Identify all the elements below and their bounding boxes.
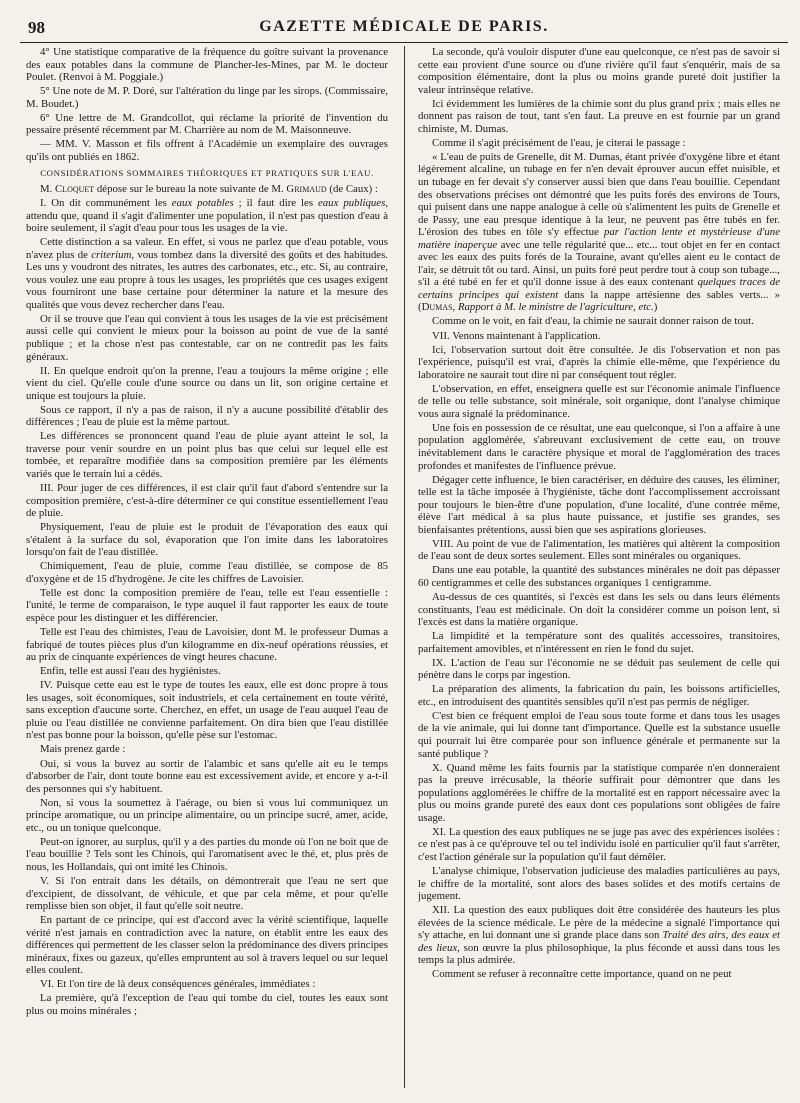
- author-name: Grimaud: [286, 182, 327, 195]
- paragraph: IX. L'action de l'eau sur l'économie ne se déduit pas seulement de celle qui pénètre dans le corps par ingestion.: [418, 656, 780, 682]
- paragraph: [26, 197, 388, 235]
- paragraph: La limpidité et la température sont des qualités accessoires, transitoires, parfaitement amovibles, et n'intéressent en rien le fond du sujet.: [418, 630, 780, 655]
- author-name: Cloquet: [55, 182, 95, 195]
- paragraph: L'observation, en effet, enseignera quelle est sur l'économie animale l'influence de telle ou telle substance, soit minérale, soit organique, dont l'analyse chimique vous aura signalé la prédominance.: [418, 382, 780, 420]
- text-run: « L'eau de puits de Grenelle, dit M. Dumas, étant privée d'oxygène libre et étant légèrement alcaline, un tubage en fer n'en devait éprouver aucun effet nuisible, et un tubage en fer devait s'y conserver aussi bien que dans l'eau bouillie. Cependant des observations précises ont démontré que les puits forés des environs de Tours, qui puisent dans une nappe analogue à celle où s'alimentent les puits de Grenelle et de Passy, une eau presque identique à la leur, ne peuvent pas être tubés en fer. L'érosion des tubes en tôle s'y effectue: [418, 150, 780, 239]
- paragraph: V. Si l'on entrait dans les détails, on démontrerait que l'eau ne sert que d'excipient, de dissolvant, de véhicule, et que par cela même, et pour qu'elle remplisse bien son objet, il faut qu'elle soit neutre.: [26, 874, 388, 913]
- text-run: ): [653, 301, 658, 314]
- paragraph: Chimiquement, l'eau de pluie, comme l'eau distillée, se compose de 85 d'oxygène et de 15 d'hydrogène. Je cite les chiffres de Lavoisier.: [26, 560, 388, 585]
- article-columns: [20, 46, 788, 1094]
- newspaper-page: [20, 14, 788, 1094]
- paragraph: IV. Puisque cette eau est le type de toutes les eaux, elle est donc propre à tous les usages, soit économiques, soit industriels, et cela certainement en toute vérité, sans exception d'aucune sorte. Cherchez, en effet, un usage de l'eau auquel l'eau de pluie ou l'eau distillée ne convienne parfaitement. On dira bien que l'eau distillée n'est pas bonne pour la boisson, qu'elle pèse sur l'estomac.: [26, 679, 388, 742]
- paragraph: Or il se trouve que l'eau qui convient à tous les usages de la vie est précisément aussi celle qui convient le mieux pour la boisson au point de vue de la santé publique ; et la chose n'est pas contestable, car on ne contredit pas les faits généraux.: [26, 312, 388, 363]
- right-column: [418, 46, 780, 982]
- emphasis: criterium: [91, 248, 132, 261]
- page-header: [20, 14, 788, 43]
- paragraph: Peut-on ignorer, au surplus, qu'il y a des parties du monde où l'on ne boit que de l'eau bouillie ? Tels sont les Chinois, qui l'aromatisent avec le thé, et, plus près de nous, les Hollandais, qui ont imité les Chinois.: [26, 835, 388, 873]
- paragraph: Ici évidemment les lumières de la chimie sont du plus grand prix ; mais elles ne donnent pas raison de tout, tant s'en faut. La preuve en est fournie par un grand chimiste, M. Dumas.: [418, 97, 780, 135]
- paragraph: Comme il s'agit précisément de l'eau, je citerai le passage :: [432, 136, 686, 149]
- paragraph: III. Pour juger de ces différences, il est clair qu'il faut d'abord s'entendre sur la composition première, c'est-à-dire déterminer ce qui constitue essentiellement l'eau de pluie.: [26, 482, 388, 520]
- section-heading: CONSIDÉRATIONS SOMMAIRES THÉORIQUES ET PRATIQUES SUR L'EAU.: [40, 168, 374, 179]
- paragraph: Mais prenez garde :: [40, 743, 126, 756]
- text-run: ,: [452, 301, 458, 314]
- emphasis: eaux potables: [171, 197, 234, 210]
- author-name: Dumas: [421, 301, 453, 314]
- paragraph: C'est bien ce fréquent emploi de l'eau sous toute forme et dans tous les usages de la vie animale, qui lui donne tant d'importance. Quelle est la substance usuelle qui pourrait lui être comparée pour son influence générale et permanente sur la santé publique ?: [418, 709, 780, 760]
- paragraph: Enfin, telle est aussi l'eau des hygiénistes.: [40, 665, 221, 678]
- paragraph: Telle est l'eau des chimistes, l'eau de Lavoisier, dont M. le professeur Dumas a fabriqué de toutes pièces plus d'un kilogramme en dix-neuf opérations réussies, et au prix de cinquante expériences de vingt heures chacune.: [26, 626, 388, 664]
- text-run: ; il faut dire les: [233, 197, 318, 210]
- journal-title: GAZETTE MÉDICALE DE PARIS.: [259, 18, 549, 35]
- text-run: I. On dit communément les: [40, 197, 172, 210]
- paragraph: Oui, si vous la buvez au sortir de l'alambic et sans qu'elle ait eu le temps d'absorber de l'air, dont toute bonne eau est excessivement avide, et encore y a-t-il des personnes qui s'y habituent.: [26, 757, 388, 795]
- paragraph: [418, 904, 780, 967]
- paragraph: — MM. V. Masson et fils offrent à l'Académie un exemplaire des ouvrages qu'ils ont publiés en 1862.: [26, 138, 388, 163]
- paragraph: L'analyse chimique, l'observation judicieuse des maladies particulières au pays, le chiffre de la mortalité, sont alors des bases solides et des motifs certains de jugement.: [418, 864, 780, 903]
- paragraph: X. Quand même les faits fournis par la statistique comparée n'en donneraient pas la preuve irrécusable, la théorie suffirait pour démontrer que dans les populations agglomérées le chiffre de la mortalité est en rapport nécessaire avec la plus ou moins grande pureté des eaux dont ces populations sont obligées de faire usage.: [418, 761, 780, 824]
- paragraph: La première, qu'à l'exception de l'eau qui tombe du ciel, toutes les eaux sont plus ou moins minérales ;: [26, 992, 388, 1017]
- emphasis: Traité des airs, des eaux et des lieux: [418, 929, 780, 954]
- text-run: avec une telle régularité que... etc... tout objet en fer en contact avec les eaux des puits forés de la Touraine, avant qu'elles aient eu le contact de l'air, se détruit tôt ou tard. Ainsi, un puits foré peut perdre tout à coup son tubage..., s'il a été tubé en fer et qu'il donne issue à des eaux contenant: [418, 238, 780, 289]
- paragraph: Non, si vous la soumettez à l'aérage, ou bien si vous lui communiquez un principe aromatique, ou un principe alimentaire, ou un principe sucré, amer, acide, etc., ou un tonique quelconque.: [26, 796, 388, 834]
- quotation: [418, 151, 780, 314]
- paragraph: En partant de ce principe, qui est d'accord avec la vérité scientifique, laquelle vérité n'est jamais en contradiction avec la nature, on établit entre les eaux des différences qui permettent de les classer selon la prédominance des divers principes minéraux, fixes ou gazeux, qu'elles empruntent au sol à travers lequel ou sur lequel elles coulent.: [26, 914, 388, 977]
- paragraph: [26, 236, 388, 311]
- paragraph: Dégager cette influence, le bien caractériser, en déduire des causes, les éliminer, telle est la tâche imposée à l'hygiéniste, tâche dont l'accomplissement accroissant pour toujours le bien-être d'une population, d'une localité, d'une contrée même, élève l'art médical à sa plus haute puissance, et justifie ses grandes, ses bienfaisantes prétentions, aussi bien que ses aspirations glorieuses.: [418, 473, 780, 536]
- paragraph: 5° Une note de M. P. Doré, sur l'altération du linge par les sirops. (Commissaire, M. Boudet.): [26, 85, 388, 110]
- paragraph: Sous ce rapport, il n'y a pas de raison, il n'y a aucune possibilité d'établir des différences ; l'eau de pluie est la même partout.: [26, 403, 388, 429]
- paragraph: [26, 183, 388, 196]
- paragraph: La préparation des aliments, la fabrication du pain, les boissons artificielles, etc., en introduisent des quantités sensibles qu'il n'est pas permis de négliger.: [418, 683, 780, 708]
- text-run: , son œuvre la plus philosophique, la plus féconde et aussi dans tous les temps la plus admirée.: [418, 941, 780, 967]
- paragraph: Ici, l'observation surtout doit être consultée. Je dis l'observation et non pas l'expérience, puisqu'il est vrai, d'après la chimie elle-même, que l'expérience du laboratoire ne saurait tout dire ni par conséquent tout régler.: [418, 343, 780, 381]
- text-run: (de Caux) :: [326, 182, 378, 195]
- paragraph: VI. Et l'on tire de là deux conséquences générales, immédiates :: [40, 978, 316, 991]
- paragraph: Au-dessus de ces quantités, si l'excès est dans les sels ou dans leurs éléments constituants, l'eau est médicinale. On doit la considérer comme un poison lent, si l'excès est dans la matière organique.: [418, 590, 780, 629]
- emphasis: quelques traces de certains principes qui existent: [418, 276, 780, 301]
- paragraph: Comment se refuser à reconnaître cette importance, quand on ne peut: [432, 968, 732, 981]
- text-run: dépose sur le bureau la note suivante de M.: [94, 182, 287, 195]
- paragraph: II. En quelque endroit qu'on la prenne, l'eau a toujours la même origine ; elle vient du ciel. Qu'elle coule d'une source ou dans un lit, son origine certaine et unique est toujours la pluie.: [26, 364, 388, 402]
- text-run: Cette distinction a sa valeur. En effet, si vous ne parlez que d'eau potable, vous n'avez plus de: [26, 236, 388, 261]
- text-run: M.: [40, 182, 55, 195]
- text-run: , attendu que, quand il s'agit d'alimenter une population, il n'est pas question d'eau à boire seulement, il s'agit d'eau pour tous les usages de la vie.: [26, 197, 388, 235]
- paragraph: Comme on le voit, en fait d'eau, la chimie ne saurait donner raison de tout.: [432, 315, 754, 328]
- paragraph: Telle est donc la composition première de l'eau, telle est l'eau essentielle : l'unité, le terme de comparaison, le type auquel il faut rapporter les eaux de toute espèce pour les distinguer et les différencier.: [26, 586, 388, 625]
- page-number: 98: [28, 18, 45, 37]
- paragraph: VII. Venons maintenant à l'application.: [432, 329, 601, 342]
- text-run: dans la nappe artésienne des sables verts... » (: [418, 288, 780, 314]
- paragraph: VIII. Au point de vue de l'alimentation, les matières qui altèrent la composition de l'eau sont de deux sortes seulement. Elles sont minérales ou organiques.: [418, 537, 780, 563]
- emphasis: eaux publiques: [317, 197, 386, 210]
- paragraph: Physiquement, l'eau de pluie est le produit de l'évaporation des eaux qui s'étalent à la surface du sol, évaporation que l'on imite dans les laboratoires lorsqu'on fait de l'eau distillée.: [26, 521, 388, 559]
- paragraph: La seconde, qu'à vouloir disputer d'une eau quelconque, ce n'est pas de savoir si cette eau provient d'une source ou d'une rivière qu'il faut s'enquérir, mais de sa composition élémentaire, dont la plus ou moins grande pureté doit justifier la valeur intrinsèque relative.: [418, 46, 780, 96]
- paragraph: XI. La question des eaux publiques ne se juge pas avec des expériences isolées : ce n'est pas à ce qu'éprouve tel ou tel individu isolé en particulier qu'il faut s'arrêter, c'est l'action générale sur la population qu'il faut démêler.: [418, 825, 780, 863]
- paragraph: Une fois en possession de ce résultat, une eau quelconque, si l'on a affaire à une population agglomérée, s'abreuvant exclusivement de cette eau, on trouve inévitablement dans le caractère physique et moral de l'agglomération des traces profondes et manifestes de l'influence prévue.: [418, 421, 780, 472]
- emphasis: Rapport à M. le ministre de l'agriculture, etc.: [457, 301, 654, 314]
- paragraph: 4° Une statistique comparative de la fréquence du goître suivant la provenance des eaux potables dans la commune de Plancher-les-Mines, par M. le docteur Poulet. (Renvoi à M. Poggiale.): [26, 46, 388, 84]
- text-run: XII. La question des eaux publiques doit être considérée des hauteurs les plus élevées de la science médicale. Le père de la médecine a signalé l'importance qui s'y attache, en lui donnant une si grande place dans son: [418, 904, 780, 942]
- paragraph: Dans une eau potable, la quantité des substances minérales ne doit pas dépasser 60 centigrammes et celle des substances organiques 1 centigramme.: [418, 564, 780, 589]
- column-divider: [404, 46, 405, 1088]
- text-run: , vous tombez dans la diversité des goûts et des habitudes. Les uns y voudront des nitrates, les autres des carbonates, etc., etc. Si, au contraire, vous voulez une eau propre à tous les usages, les propriétés que ces usages exigent vous fourniront une base certaine pour déterminer la nature et la mesure des qualités que vous devez rechercher dans l'eau.: [26, 248, 388, 311]
- left-column: [26, 46, 388, 1019]
- paragraph: Les différences se prononcent quand l'eau de pluie ayant atteint le sol, la traverse pour venir sourdre en un point plus bas que celui sur lequel elle est tombée, et reparaître modifiée dans sa composition première par les éléments variés que le terrain lui a cédés.: [26, 430, 388, 480]
- emphasis: par l'action lente et mystérieuse d'une matière inaperçue: [418, 226, 780, 251]
- paragraph: 6° Une lettre de M. Grandcollot, qui réclame la priorité de l'invention du pessaire présenté récemment par M. Charrière au nom de M. Maisonneuve.: [26, 111, 388, 137]
